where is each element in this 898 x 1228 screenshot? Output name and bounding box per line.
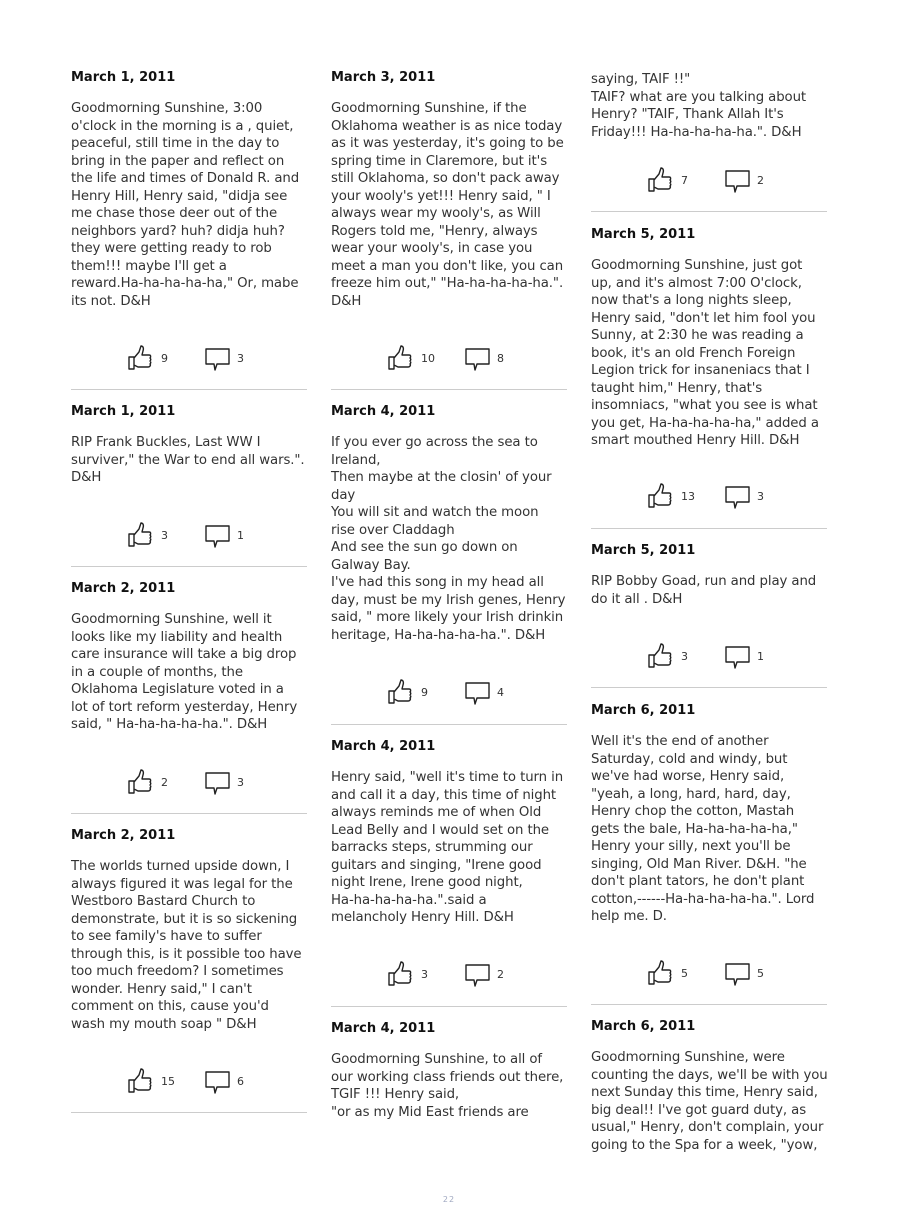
post-body: [331, 100, 567, 310]
post-line: saying, TAIF !!": [591, 72, 691, 87]
post-body: [591, 71, 827, 141]
post-line: too much freedom? I sometimes: [71, 964, 284, 979]
speech-bubble-icon: [725, 485, 751, 511]
speech-bubble-icon: [205, 524, 231, 550]
divider: [71, 1112, 307, 1113]
post-line: Goodmorning Sunshine, were: [591, 1050, 785, 1065]
post-line: always figured it was legal for the: [71, 876, 293, 892]
post-line: RIP Bobby Goad, run and play and: [591, 574, 817, 589]
like-count: 3: [681, 650, 688, 663]
comment-button[interactable]: [205, 1070, 231, 1096]
post-line: next Sunday this time, Henry said,: [591, 1085, 818, 1100]
post-date: March 1, 2011: [71, 404, 176, 419]
post-line: Henry? "TAIF, Thank Allah It's: [591, 107, 784, 122]
post-line: singing, Old Man River. D&H. "he: [591, 856, 807, 872]
post-line: barracks steps, strumming our: [331, 840, 533, 855]
post-date: March 4, 2011: [331, 404, 436, 419]
comment-count: 2: [757, 174, 764, 187]
post-line: neighbors yard? huh? didja huh?: [71, 223, 285, 239]
post-body: [591, 1049, 827, 1154]
comment-count: 3: [237, 352, 244, 365]
post-actions: [331, 961, 567, 989]
comment-button[interactable]: [725, 962, 751, 988]
post-line: smart mouthed Henry Hill. D&H: [591, 433, 800, 448]
post-line: Ireland,: [331, 452, 381, 468]
post-line: do it all . D&H: [591, 591, 683, 607]
divider: [71, 566, 307, 567]
post-line: D&H: [71, 470, 102, 485]
post-line: to see family's have to suffer: [71, 929, 262, 944]
comment-button[interactable]: [205, 771, 231, 797]
post-date: March 5, 2011: [591, 227, 696, 242]
post-line: said, " Ha-ha-ha-ha-ha.". D&H: [71, 717, 268, 732]
post-line: insomniacs, "what you see is what: [591, 398, 818, 413]
speech-bubble-icon: [205, 347, 231, 373]
comment-count: 5: [757, 967, 764, 980]
post-line: always reminds me of when Old: [331, 805, 542, 820]
post-line: You will sit and watch the moon: [331, 505, 539, 520]
post-date: March 2, 2011: [71, 581, 176, 596]
post-line: day: [331, 487, 356, 503]
post-line: usual," Henry, don't complain, your: [591, 1120, 824, 1135]
post-line: rise over Claddagh: [331, 522, 455, 538]
post-line: said, " more likely your Irish drinkin: [331, 610, 564, 625]
post-body: [331, 1051, 567, 1121]
post-line: in a couple of months, the: [71, 664, 243, 680]
speech-bubble-icon: [725, 645, 751, 671]
post-line: day, must be my Irish genes, Henry: [331, 592, 566, 608]
comment-button[interactable]: [725, 645, 751, 671]
post-line: D&H: [331, 293, 362, 309]
thumbs-up-icon: [647, 167, 673, 193]
post-line: don't plant tators, he don't plant: [591, 874, 805, 889]
post-line: the life and times of Donald R. and: [71, 171, 300, 186]
post-body: [71, 100, 307, 310]
comment-count: 6: [237, 1075, 244, 1088]
post-date: March 4, 2011: [331, 1021, 436, 1036]
post-line: and call it a day, this time of night: [331, 787, 557, 803]
like-button[interactable]: [127, 345, 153, 371]
divider: [331, 724, 567, 725]
post-line: "or as my Mid East friends are: [331, 1104, 529, 1120]
post-line: o'clock in the morning is a , quiet,: [71, 118, 294, 134]
post-line: night Irene, Irene good night,: [331, 875, 523, 890]
post-line: wonder. Henry said," I can't: [71, 981, 252, 997]
comment-count: 3: [757, 490, 764, 503]
post-date: March 1, 2011: [71, 70, 176, 85]
post-line: book, it's an old French Foreign: [591, 345, 796, 361]
post-line: Ha-ha-ha-ha-ha.".said a: [331, 892, 487, 908]
post-line: Rogers told me, "Henry, always: [331, 223, 538, 239]
speech-bubble-icon: [205, 1070, 231, 1096]
like-count: 9: [161, 352, 168, 365]
post-line: RIP Frank Buckles, Last WW I: [71, 435, 261, 450]
comment-count: 8: [497, 352, 504, 365]
like-count: 13: [681, 490, 695, 503]
post-line: wear your wooly's, in case you: [331, 241, 533, 256]
like-button[interactable]: [387, 961, 413, 987]
thumbs-up-icon: [387, 345, 413, 371]
post-body: [591, 733, 827, 926]
post-actions: [591, 483, 827, 511]
speech-bubble-icon: [725, 169, 751, 195]
like-count: 2: [161, 776, 168, 789]
post-body: [71, 611, 307, 734]
post-line: Saturday, cold and windy, but: [591, 751, 788, 767]
post-body: [331, 434, 567, 644]
post-line: surviver," the War to end all wars.".: [71, 452, 305, 468]
thumbs-up-icon: [647, 960, 673, 986]
post-line: Then maybe at the closin' of your: [331, 470, 552, 485]
post-line: up, and it's almost 7:00 O'clock,: [591, 275, 802, 291]
post-line: peaceful, still time in the day to: [71, 136, 280, 151]
divider: [591, 528, 827, 529]
post-line: Henry chop the cotton, Mastah: [591, 804, 795, 819]
post-body: [591, 573, 827, 608]
comment-button[interactable]: [205, 347, 231, 373]
post-line: Goodmorning Sunshine, to all of: [331, 1052, 543, 1067]
post-date: March 2, 2011: [71, 828, 176, 843]
post-line: care insurance will take a big drop: [71, 647, 297, 662]
thumbs-up-icon: [127, 522, 153, 548]
post-line: "yeah, a long, hard, hard, day,: [591, 786, 791, 802]
post-line: you get, Ha-ha-ha-ha-ha," added a: [591, 415, 819, 431]
comment-button[interactable]: [465, 963, 491, 989]
like-count: 15: [161, 1075, 175, 1088]
post-line: me chase those deer out of the: [71, 206, 278, 221]
speech-bubble-icon: [465, 347, 491, 373]
post-line: Oklahoma Legislature voted in a: [71, 682, 284, 697]
post-line: Lead Belly and I would set on the: [331, 822, 550, 838]
post-line: And see the sun go down on: [331, 540, 518, 555]
like-button[interactable]: [647, 483, 673, 509]
speech-bubble-icon: [465, 963, 491, 989]
post-date: March 6, 2011: [591, 703, 696, 718]
post-line: freeze him out," "Ha-ha-ha-ha-ha.".: [331, 276, 564, 291]
post-line: we've had worse, Henry said,: [591, 769, 785, 784]
post-actions: [71, 1068, 307, 1096]
post-body: [71, 858, 307, 1033]
like-button[interactable]: [647, 643, 673, 669]
post-actions: [331, 679, 567, 707]
post-line: always wear my wooly's, as Will: [331, 206, 541, 221]
like-count: 10: [421, 352, 435, 365]
divider: [331, 389, 567, 390]
like-button[interactable]: [127, 1068, 153, 1094]
like-button[interactable]: [387, 679, 413, 705]
like-button[interactable]: [647, 960, 673, 986]
like-count: 7: [681, 174, 688, 187]
divider: [71, 813, 307, 814]
comment-button[interactable]: [465, 347, 491, 373]
post-line: counting the days, we'll be with you: [591, 1067, 828, 1083]
post-line: spring time in Claremore, but it's: [331, 153, 548, 169]
thumbs-up-icon: [127, 1068, 153, 1094]
post-line: looks like my liability and health: [71, 629, 283, 645]
speech-bubble-icon: [725, 962, 751, 988]
comment-button[interactable]: [725, 169, 751, 195]
comment-button[interactable]: [725, 485, 751, 511]
post-line: Henry said, "don't let him fool you: [591, 310, 816, 326]
divider: [71, 389, 307, 390]
post-line: Oklahoma weather is as nice today: [331, 118, 563, 134]
thumbs-up-icon: [387, 961, 413, 987]
post-line: reward.Ha-ha-ha-ha-ha," Or, mabe: [71, 276, 299, 291]
like-count: 9: [421, 686, 428, 699]
like-button[interactable]: [127, 522, 153, 548]
thumbs-up-icon: [647, 483, 673, 509]
post-line: Westboro Bastard Church to: [71, 894, 256, 909]
like-button[interactable]: [127, 769, 153, 795]
comment-count: 4: [497, 686, 504, 699]
post-line: TAIF? what are you talking about: [591, 89, 807, 105]
post-line: Well it's the end of another: [591, 734, 769, 749]
speech-bubble-icon: [465, 681, 491, 707]
post-line: through this, is it possible too have: [71, 946, 302, 962]
divider: [591, 687, 827, 688]
post-line: lot of tort reform yesterday, Henry: [71, 699, 298, 715]
post-line: heritage, Ha-ha-ha-ha-ha.". D&H: [331, 627, 546, 643]
like-count: 5: [681, 967, 688, 980]
post-line: Goodmorning Sunshine, if the: [331, 101, 527, 116]
post-line: bring in the paper and reflect on: [71, 153, 285, 169]
comment-count: 1: [757, 650, 764, 663]
post-line: big deal!! I've got guard duty, as: [591, 1102, 807, 1118]
post-line: Henry your silly, next you'll be: [591, 839, 791, 854]
post-line: them!!! maybe I'll get a: [71, 258, 227, 274]
speech-bubble-icon: [205, 771, 231, 797]
post-actions: [591, 167, 827, 195]
comment-count: 2: [497, 968, 504, 981]
post-line: our working class friends out there,: [331, 1069, 564, 1085]
comment-button[interactable]: [465, 681, 491, 707]
post-line: wash my mouth soap " D&H: [71, 1016, 257, 1032]
post-line: going to the Spa for a week, "yow,: [591, 1137, 818, 1153]
post-line: gets the bale, Ha-ha-ha-ha-ha,": [591, 821, 798, 837]
post-line: Henry said, "well it's time to turn in: [331, 770, 564, 785]
post-line: guitars and singing, "Irene good: [331, 857, 542, 873]
post-date: March 3, 2011: [331, 70, 436, 85]
post-line: Goodmorning Sunshine, just got: [591, 258, 803, 273]
post-line: Friday!!! Ha-ha-ha-ha-ha.". D&H: [591, 124, 802, 140]
post-line: I've had this song in my head all: [331, 575, 544, 590]
post-line: The worlds turned upside down, I: [71, 859, 290, 874]
post-line: comment on this, cause you'd: [71, 999, 269, 1014]
post-line: Goodmorning Sunshine, 3:00: [71, 101, 263, 116]
post-line: your wooly's yet!!! Henry said, " I: [331, 188, 551, 204]
post-line: cotton,------Ha-ha-ha-ha-ha.". Lord: [591, 891, 815, 907]
post-date: March 6, 2011: [591, 1019, 696, 1034]
like-button[interactable]: [647, 167, 673, 193]
thumbs-up-icon: [647, 643, 673, 669]
post-line: demonstrate, but it is so sickening: [71, 911, 298, 927]
post-date: March 5, 2011: [591, 543, 696, 558]
post-actions: [71, 769, 307, 797]
post-line: taught him," Henry, that's: [591, 380, 763, 396]
post-line: as it was yesterday, it's going to be: [331, 136, 564, 151]
page-number: 22: [442, 1195, 456, 1204]
post-line: help me. D.: [591, 909, 667, 924]
post-line: Goodmorning Sunshine, well it: [71, 612, 272, 627]
divider: [331, 1006, 567, 1007]
divider: [591, 1004, 827, 1005]
post-body: [71, 434, 307, 487]
post-line: If you ever go across the sea to: [331, 435, 538, 450]
post-date: March 4, 2011: [331, 739, 436, 754]
like-count: 3: [161, 529, 168, 542]
thumbs-up-icon: [127, 345, 153, 371]
thumbs-up-icon: [387, 679, 413, 705]
comment-button[interactable]: [205, 524, 231, 550]
post-line: Galway Bay.: [331, 557, 411, 573]
like-button[interactable]: [387, 345, 413, 371]
post-actions: [71, 522, 307, 550]
thumbs-up-icon: [127, 769, 153, 795]
post-actions: [591, 960, 827, 988]
post-actions: [331, 345, 567, 373]
post-line: melancholy Henry Hill. D&H: [331, 910, 514, 925]
comment-count: 1: [237, 529, 244, 542]
comment-count: 3: [237, 776, 244, 789]
post-line: they were getting ready to rob: [71, 241, 272, 256]
divider: [591, 211, 827, 212]
post-body: [591, 257, 827, 450]
post-actions: [71, 345, 307, 373]
post-actions: [591, 643, 827, 671]
post-line: Henry Hill, Henry said, "didja see: [71, 188, 288, 204]
like-count: 3: [421, 968, 428, 981]
post-line: now that's a long nights sleep,: [591, 293, 792, 308]
post-line: TGIF !!! Henry said,: [331, 1087, 460, 1102]
post-line: Legion trick for insaneniacs that I: [591, 363, 810, 378]
post-line: its not. D&H: [71, 293, 151, 309]
post-line: meet a man you don't like, you can: [331, 258, 564, 274]
post-body: [331, 769, 567, 927]
post-line: still Oklahoma, so don't pack away: [331, 171, 560, 186]
post-line: Sunny, at 2:30 he was reading a: [591, 328, 804, 343]
